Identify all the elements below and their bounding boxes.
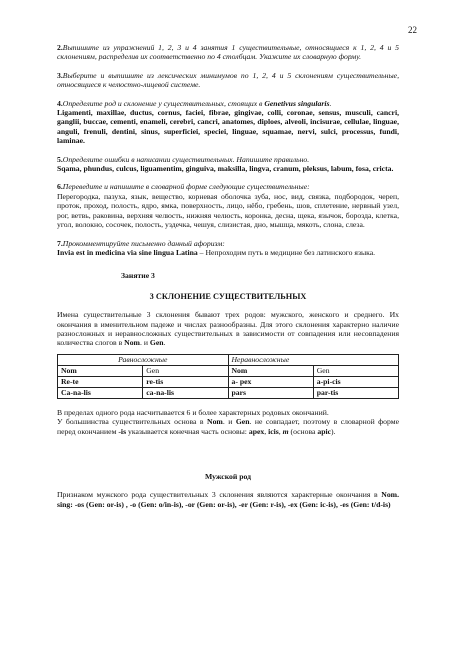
text-span: ,	[278, 426, 283, 436]
table-row	[58, 387, 399, 398]
text-icis: icis	[268, 426, 279, 436]
intro-gen: Gen	[149, 338, 164, 348]
exercise-6-instruction	[57, 182, 399, 191]
header-gen-2: Gen	[313, 365, 398, 376]
exercise-7-number: 7.	[57, 238, 63, 248]
intro-and: . и	[139, 338, 150, 348]
aphorism-latin: Invia est in medicina via sine lingua Latina	[57, 247, 198, 257]
aphorism-translation: – Непроходим путь в медицине без латинского языка.	[197, 247, 376, 257]
exercise-7-instruction	[57, 239, 399, 248]
intro-nom: Nom	[124, 338, 140, 348]
table-cell: Re-te	[58, 376, 143, 387]
text-apic: apic	[317, 426, 332, 436]
declension-table	[57, 354, 399, 399]
exercise-5-words: Sqama, phundus, culcus, liguamentim, ginguiva, maksilla, lingva, cranum, pleksus, labum, fosa, cricta.	[57, 164, 394, 174]
exercise-2	[57, 43, 399, 62]
exercise-4-number: 4.	[57, 98, 63, 108]
text-span: У большинства существительных основа в	[57, 417, 208, 427]
after-table-paragraph	[57, 417, 399, 436]
masculine-text: Признаком мужского рода существительных 3 склонения являются характерные окончания в	[57, 490, 382, 500]
text-nom: Nom	[207, 417, 223, 427]
exercise-5-number: 5.	[57, 154, 63, 164]
text-is: -is	[118, 426, 127, 436]
header-nom-2: Nom	[228, 365, 313, 376]
exercise-4-text-end: .	[329, 98, 332, 108]
table-cell: a-pi-cis	[313, 376, 398, 387]
group-equal-syllable: Равносложные	[58, 354, 229, 365]
table-cell: pars	[228, 387, 313, 398]
intro-end: .	[163, 338, 166, 348]
exercise-2-number: 2.	[57, 43, 63, 52]
exercise-6-words: Перегородка, пазуха, язык, вещество, корневая оболочка зуба, нос, вид, связка, подбородок, череп, проток, проход, полость, ядро, ямка, поверхность, лицо, нёбо, гребень, шов, сплетение, нервный узел, рог, ветвь, раковина, верхняя челюсть, нижняя челюсть, коронка, десна, щека, язычок, борозда, клетка, угол, волокно, сосочек, полость, уздечка, чешуя, слизистая, дно, мышца, мякоть, слона, слеза.	[57, 191, 399, 230]
exercise-2-text: Выпишите из упражнений 1, 2, 3 и 4 занятия 1 существительные, относящиеся к 1, 2, 4 и 5 склонениям, распределив их соответственно по 4 столбцам. Укажите их словарную форму.	[57, 43, 399, 62]
text-span: . не совпадает, поэтому в словарной форме перед окончанием	[57, 417, 399, 436]
masculine-endings: Nom. sing: -os (Gen: or-is) , -o (Gen: o/in-is), -or (Gen: or-is), -er (Gen: r-is), -ex (Gen: ic-is), -es (Gen: t/d-is)	[57, 490, 399, 509]
group-unequal-syllable: Неравносложные	[228, 354, 399, 365]
exercise-5-text: Определите ошибки в написании существительных. Напишите правильно.	[62, 154, 310, 164]
text-span: . и	[222, 417, 236, 427]
table-header-row	[58, 365, 399, 376]
exercise-7-aphorism	[57, 248, 399, 257]
table-group-row	[58, 354, 399, 365]
lesson-title: Занятие 3	[121, 271, 155, 281]
table-cell: Ca-na-lis	[58, 387, 143, 398]
masculine-paragraph	[57, 490, 399, 509]
text-apex: apex	[248, 426, 265, 436]
exercise-4-text: Определите род и склонение у существительных, стоящих в	[62, 98, 265, 108]
text-span: (основа	[288, 426, 318, 436]
text-m: m	[282, 426, 289, 436]
exercise-4-instruction	[57, 99, 399, 108]
after-table-line-1: В пределах одного рода насчитывается 6 и более характерных родовых окончаний.	[57, 407, 329, 417]
text-gen: Gen	[235, 417, 250, 427]
header-gen-1: Gen	[143, 365, 228, 376]
table-cell: re-tis	[143, 376, 228, 387]
text-span: ,	[264, 426, 269, 436]
intro-paragraph	[57, 310, 399, 348]
page-number: 22	[408, 25, 417, 35]
exercise-5-instruction	[57, 155, 399, 164]
exercise-3	[57, 71, 399, 90]
exercise-4-case: Genetivus singularis	[264, 98, 330, 108]
masculine-title: Мужской род	[204, 471, 252, 481]
exercise-4-words: Ligamenti, maxillae, ductus, cornus, faciei, fibrae, gingivae, colli, coronae, sensus, musculi, cancri, ganglii, buccae, cementi, enameli, cerebri, cancri, anatomes, diploes, alveoli, incisurae, cellulae, linguae, anguli, frenuli, dentini, sinus, superficiei, speciei, linguae, squamae, nervi, sulci, processus, fundi, laminae.	[57, 108, 399, 146]
table-cell: ca-na-lis	[143, 387, 228, 398]
exercise-7-text: Прокомментируйте письменно данный афоризм:	[62, 238, 225, 248]
text-span: ).	[331, 426, 336, 436]
table-row	[58, 376, 399, 387]
exercise-6-number: 6.	[57, 182, 63, 192]
table-cell: par-tis	[313, 387, 398, 398]
exercise-3-number: 3.	[57, 70, 63, 80]
exercise-3-text: Выберите и выпишите из лексических минимумов по 1, 2, 4 и 5 склонениям существительные, относящиеся к челюстно-лицевой системе.	[57, 70, 399, 90]
section-title: 3 СКЛОНЕНИЕ СУЩЕСТВИТЕЛЬНЫХ	[149, 291, 307, 301]
text-span: указывается конечная часть основы:	[126, 426, 249, 436]
header-nom-1: Nom	[58, 365, 143, 376]
exercise-6-text: Переведите и напишите в словарной форме следующие существительные:	[62, 182, 310, 192]
intro-text: Имена существительные 3 склонения бывают трех родов: мужского, женского и среднего. Их окончания в именительном падеже и числах разнообразны. Для этого склонения характерно наличие разносложных и неравносложных существительных в зависимости от совпадения или несовпадения количества слогов в	[57, 310, 399, 348]
table-cell: a- pex	[228, 376, 313, 387]
page-content	[57, 43, 399, 509]
